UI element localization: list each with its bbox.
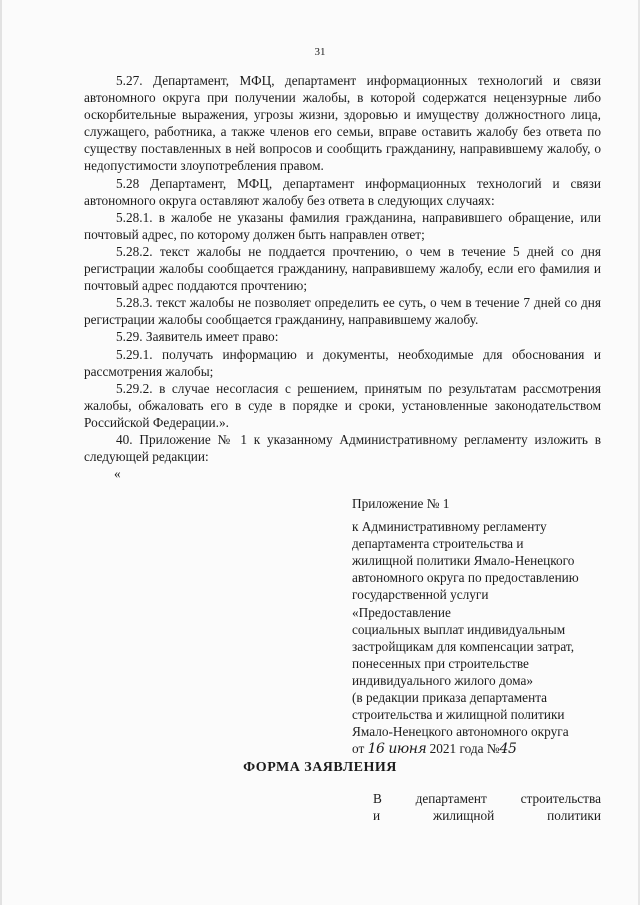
appendix-line: «Предоставление bbox=[352, 604, 451, 620]
appendix-line: Ямало-Ненецкого автономного округа bbox=[352, 724, 569, 740]
appendix-line: застройщикам для компенсации затрат, bbox=[352, 638, 575, 654]
appendix-line: понесенных при строительстве bbox=[352, 655, 529, 671]
date-prefix: от bbox=[352, 741, 365, 757]
addressee-block bbox=[373, 790, 601, 824]
appendix-line: социальных выплат индивидуальным bbox=[352, 621, 566, 637]
paragraph-5-27: 5.27. Департамент, МФЦ, департамент информационных технологий и связи автономного округа при получении жалобы, в которой содержатся нецензурные либо оскорбительные выражения, угрозы жизни, здоровью и имуществу должностного лица, служащего, работника, а также членов его семьи, вправе оставить жалобу без ответа по существу поставленных в ней вопросов и сообщить гражданину, направившему жалобу, о недопустимости злоупотребления правом. bbox=[84, 73, 601, 174]
appendix-title: Приложение № 1 bbox=[352, 496, 450, 511]
appendix-line: (в редакции приказа департамента bbox=[352, 690, 548, 706]
addressee-word: департамент bbox=[415, 791, 487, 806]
appendix-line: автономного округа по предоставлению bbox=[352, 570, 579, 586]
paragraph-5-28-3: 5.28.3. текст жалобы не позволяет определить ее суть, о чем в течение 7 дней со дня регистрации жалобы сообщается гражданину, направившему жалобу. bbox=[84, 295, 601, 328]
appendix-line: индивидуального жилого дома» bbox=[352, 672, 534, 688]
appendix-date-line bbox=[352, 740, 612, 758]
paragraph-5-29-1: 5.29.1. получать информацию и документы, необходимые для обоснования и рассмотрения жалобы; bbox=[84, 346, 601, 379]
paragraph-5-29: 5.29. Заявитель имеет право: bbox=[116, 329, 279, 345]
form-title: ФОРМА ЗАЯВЛЕНИЯ bbox=[243, 760, 397, 775]
paragraph-5-29-2: 5.29.2. в случае несогласия с решением, принятым по результатам рассмотрения жалобы, обжаловать его в суде в порядке и сроки, установленные законодательством Российской Федерации.». bbox=[84, 380, 601, 430]
paragraph-5-28: 5.28 Департамент, МФЦ, департамент информационных технологий и связи автономного округа оставляют жалобу без ответа в следующих случаях: bbox=[84, 175, 601, 208]
handwritten-number: 45 bbox=[499, 741, 517, 758]
appendix-line: строительства и жилищной политики bbox=[352, 707, 565, 723]
handwritten-date: 16 июня bbox=[367, 741, 427, 758]
addressee-word: жилищной bbox=[433, 808, 495, 824]
paragraph-5-28-1: 5.28.1. в жалобе не указаны фамилия гражданина, направившего обращение, или почтовый адрес, по которому должен быть направлен ответ; bbox=[84, 209, 601, 242]
paragraph-5-28-2: 5.28.2. текст жалобы не поддается прочтению, о чем в течение 5 дней со дня регистрации жалобы сообщается гражданину, направившему жалобу, если его фамилия и почтовый адрес поддаются прочтению; bbox=[84, 243, 601, 294]
appendix-line: государственной услуги bbox=[352, 587, 489, 603]
appendix-header bbox=[352, 495, 612, 758]
addressee-word: и bbox=[373, 808, 381, 824]
document-body bbox=[84, 72, 601, 482]
addressee-word: строительства bbox=[520, 791, 601, 806]
addressee-row bbox=[373, 807, 601, 824]
addressee-word: политики bbox=[547, 808, 601, 824]
appendix-line: департамента строительства и bbox=[352, 536, 524, 552]
addressee-row bbox=[373, 790, 601, 807]
paragraph-40: 40. Приложение № 1 к указанному Административному регламенту изложить в следующей редакции: bbox=[84, 431, 601, 465]
open-quote-mark: « bbox=[114, 466, 121, 482]
appendix-line: к Административному регламенту bbox=[352, 519, 547, 535]
page-number: 31 bbox=[314, 46, 326, 58]
appendix-line: жилищной политики Ямало-Ненецкого bbox=[352, 553, 575, 569]
addressee-word: В bbox=[373, 791, 382, 806]
date-middle: 2021 года № bbox=[429, 741, 500, 757]
